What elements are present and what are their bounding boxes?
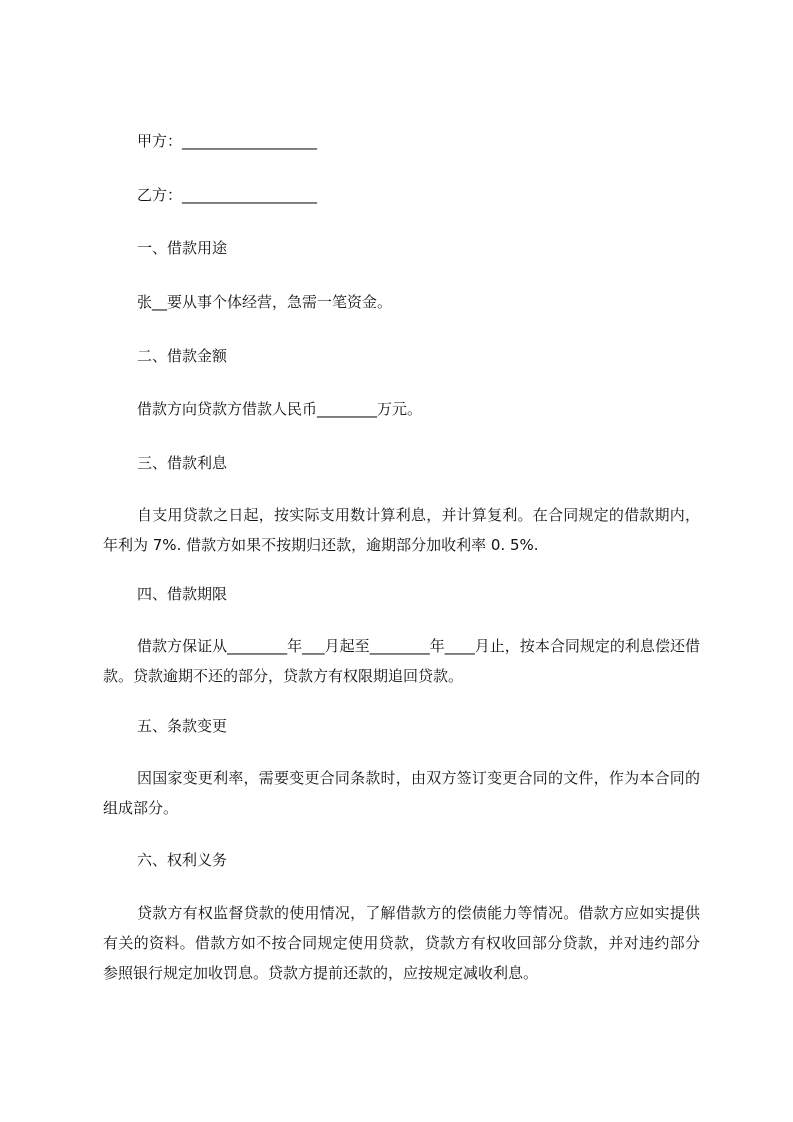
party-b-line: 乙方：__________________ [137,186,318,204]
party-a-line: 甲方：__________________ [137,132,318,150]
section-body-6: 贷款方有权监督贷款的使用情况，了解借款方的偿债能力等情况。借款方应如实提供有关的资料。借款方如不按合同规定使用贷款，贷款方有权收回部分贷款，并对违约部分参照银行规定加收罚息。贷款方提前还款的，应按规定减收利息。 [103,904,700,982]
section-body-4: 借款方保证从________年___月起至________年____月止，按本合同规定的利息偿还借款。贷款逾期不还的部分，贷款方有权限期追回贷款。 [103,637,700,685]
section-heading-3: 三、借款利息 [137,454,228,472]
section-body-5: 因国家变更利率，需要变更合同条款时，由双方签订变更合同的文件，作为本合同的组成部分。 [103,769,700,817]
section-heading-6: 六、权利义务 [137,851,228,869]
section-body-1: 张__要从事个体经营，急需一笔资金。 [137,293,393,311]
section-heading-1: 一、借款用途 [137,239,228,257]
section-heading-5: 五、条款变更 [137,717,228,735]
section-body-3: 自支用贷款之日起，按实际支用数计算利息，并计算复利。在合同规定的借款期内，年利为 7%. 借款方如果不按期归还款，逾期部分加收利率 0. 5%. [103,506,700,554]
section-heading-2: 二、借款金额 [137,347,228,365]
section-heading-4: 四、借款期限 [137,585,228,603]
section-body-2: 借款方向贷款方借款人民币________万元。 [137,400,423,418]
